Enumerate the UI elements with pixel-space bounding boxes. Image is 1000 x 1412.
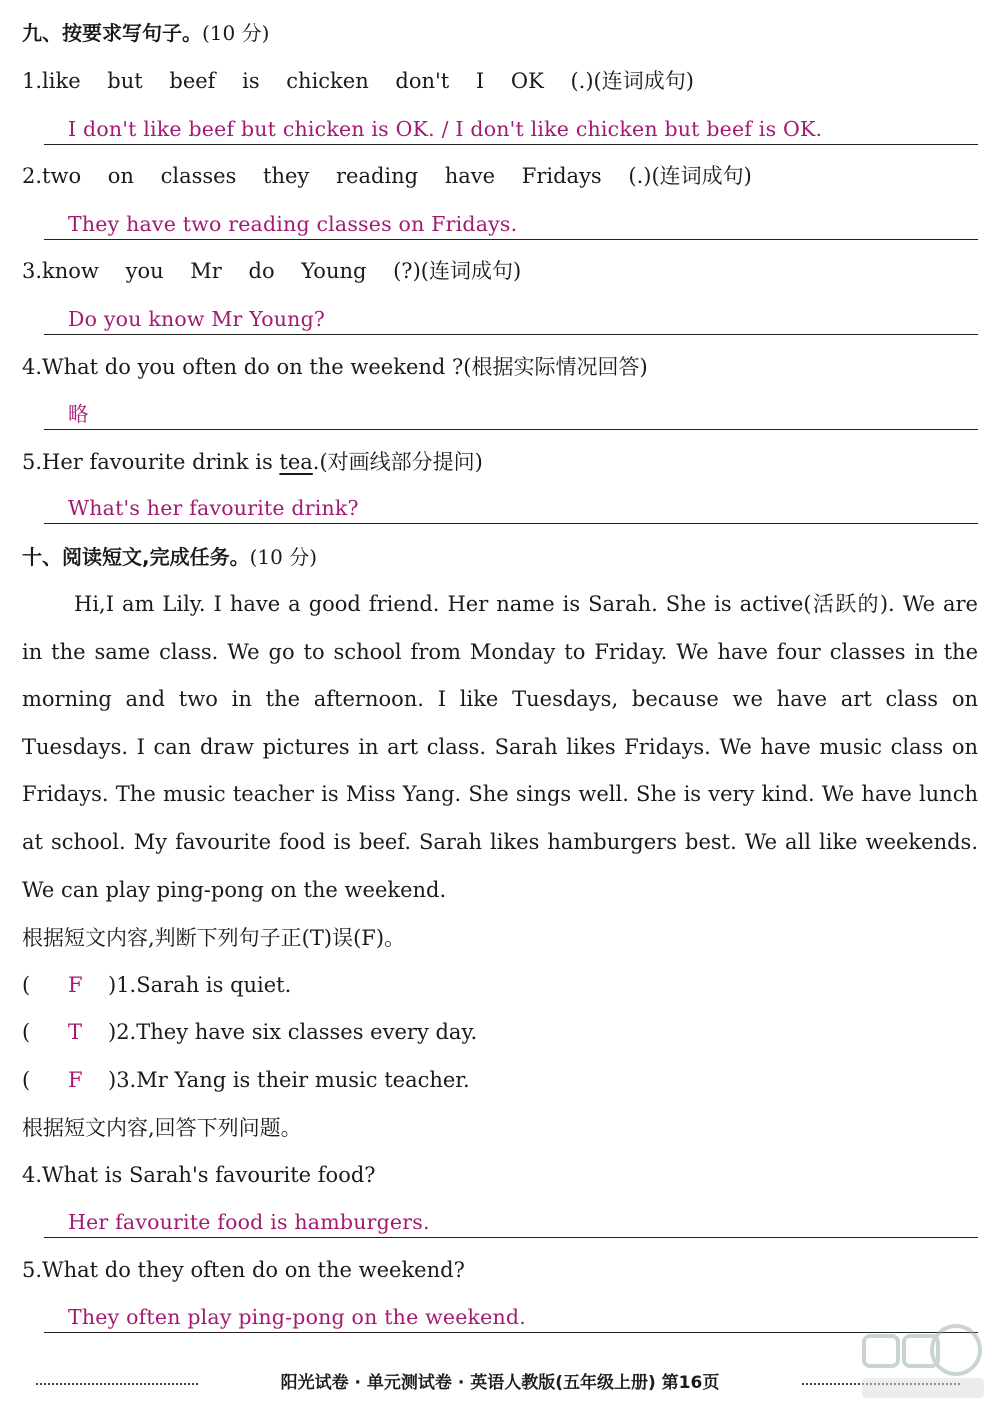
section-10-title: 十、阅读短文,完成任务。 bbox=[22, 545, 250, 569]
qa-question-5: 5.What do they often do on the weekend? bbox=[22, 1258, 465, 1282]
answer-line-5 bbox=[44, 491, 978, 524]
section-9-title: 九、按要求写句子。 bbox=[22, 21, 202, 45]
answer-1: I don't like beef but chicken is OK. / I don't like chicken but beef is OK. bbox=[68, 117, 823, 141]
question-5-before: 5.Her favourite drink is bbox=[22, 450, 280, 474]
answer-line-3 bbox=[44, 302, 978, 335]
question-5-after: .(对画线部分提问) bbox=[312, 450, 483, 474]
answer-line-1 bbox=[44, 112, 978, 145]
watermark-logo bbox=[858, 1318, 988, 1404]
question-3: 3.know you Mr do Young (?)(连词成句) bbox=[22, 259, 522, 283]
question-1: 1.like but beef is chicken don't I OK (.)(连词成句) bbox=[22, 69, 694, 93]
answer-2: They have two reading classes on Fridays. bbox=[68, 212, 518, 236]
qa-answer-line-5 bbox=[44, 1300, 978, 1333]
section-10-heading bbox=[22, 542, 978, 572]
answer-line-2 bbox=[44, 207, 978, 240]
qa-answer-4: Her favourite food is hamburgers. bbox=[68, 1210, 430, 1234]
reading-passage bbox=[22, 581, 978, 914]
answer-5: What's her favourite drink? bbox=[68, 496, 359, 520]
tf-text-1: )1.Sarah is quiet. bbox=[108, 973, 292, 997]
page-footer: 阳光试卷 · 单元测试卷 · 英语人教版(五年级上册) 第16页 bbox=[280, 1373, 720, 1393]
qa-answer-line-4 bbox=[44, 1205, 978, 1238]
passage-text: Hi,I am Lily. I have a good friend. Her name is Sarah. She is active(活跃的). We are in the same class. We go to school from Monday to Friday. We have four classes in the morning and two in the afternoon. I like Tuesdays, because we have art class on Tuesdays. I can draw pictures in art class. Sarah likes Fridays. We have music class on Fridays. The music teacher is Miss Yang. She sings well. She is very kind. We have lunch at school. My favourite food is beef. Sarah likes hamburgers best. We all like weekends. We can play ping-pong on the weekend. bbox=[22, 592, 978, 902]
answer-3: Do you know Mr Young? bbox=[68, 307, 326, 331]
tf-instruction: 根据短文内容,判断下列句子正(T)误(F)。 bbox=[22, 926, 406, 950]
qa-instruction: 根据短文内容,回答下列问题。 bbox=[22, 1116, 302, 1140]
tf-mark-3: F bbox=[68, 1068, 83, 1092]
question-5 bbox=[22, 447, 978, 477]
section-9-score: (10 分) bbox=[202, 21, 270, 45]
tf-text-2: )2.They have six classes every day. bbox=[108, 1020, 478, 1044]
answer-line-4 bbox=[44, 397, 978, 430]
answer-4: 略 bbox=[68, 402, 89, 426]
tf-open-1: ( bbox=[22, 973, 31, 997]
tf-open-3: ( bbox=[22, 1068, 31, 1092]
qa-answer-5: They often play ping-pong on the weekend. bbox=[68, 1305, 526, 1329]
tf-open-2: ( bbox=[22, 1020, 31, 1044]
qa-question-4: 4.What is Sarah's favourite food? bbox=[22, 1163, 376, 1187]
tf-item-2 bbox=[22, 1017, 477, 1047]
tf-mark-1: F bbox=[68, 973, 83, 997]
tf-mark-2: T bbox=[68, 1020, 83, 1044]
question-2: 2.two on classes they reading have Fridays (.)(连词成句) bbox=[22, 164, 752, 188]
tf-item-3 bbox=[22, 1065, 470, 1095]
tf-item-1 bbox=[22, 970, 291, 1000]
question-4: 4.What do you often do on the weekend ?(根据实际情况回答) bbox=[22, 355, 648, 379]
question-5-underlined: tea bbox=[279, 450, 313, 474]
section-9-heading bbox=[22, 18, 978, 48]
tf-text-3: )3.Mr Yang is their music teacher. bbox=[108, 1068, 470, 1092]
section-10-score: (10 分) bbox=[249, 545, 318, 569]
